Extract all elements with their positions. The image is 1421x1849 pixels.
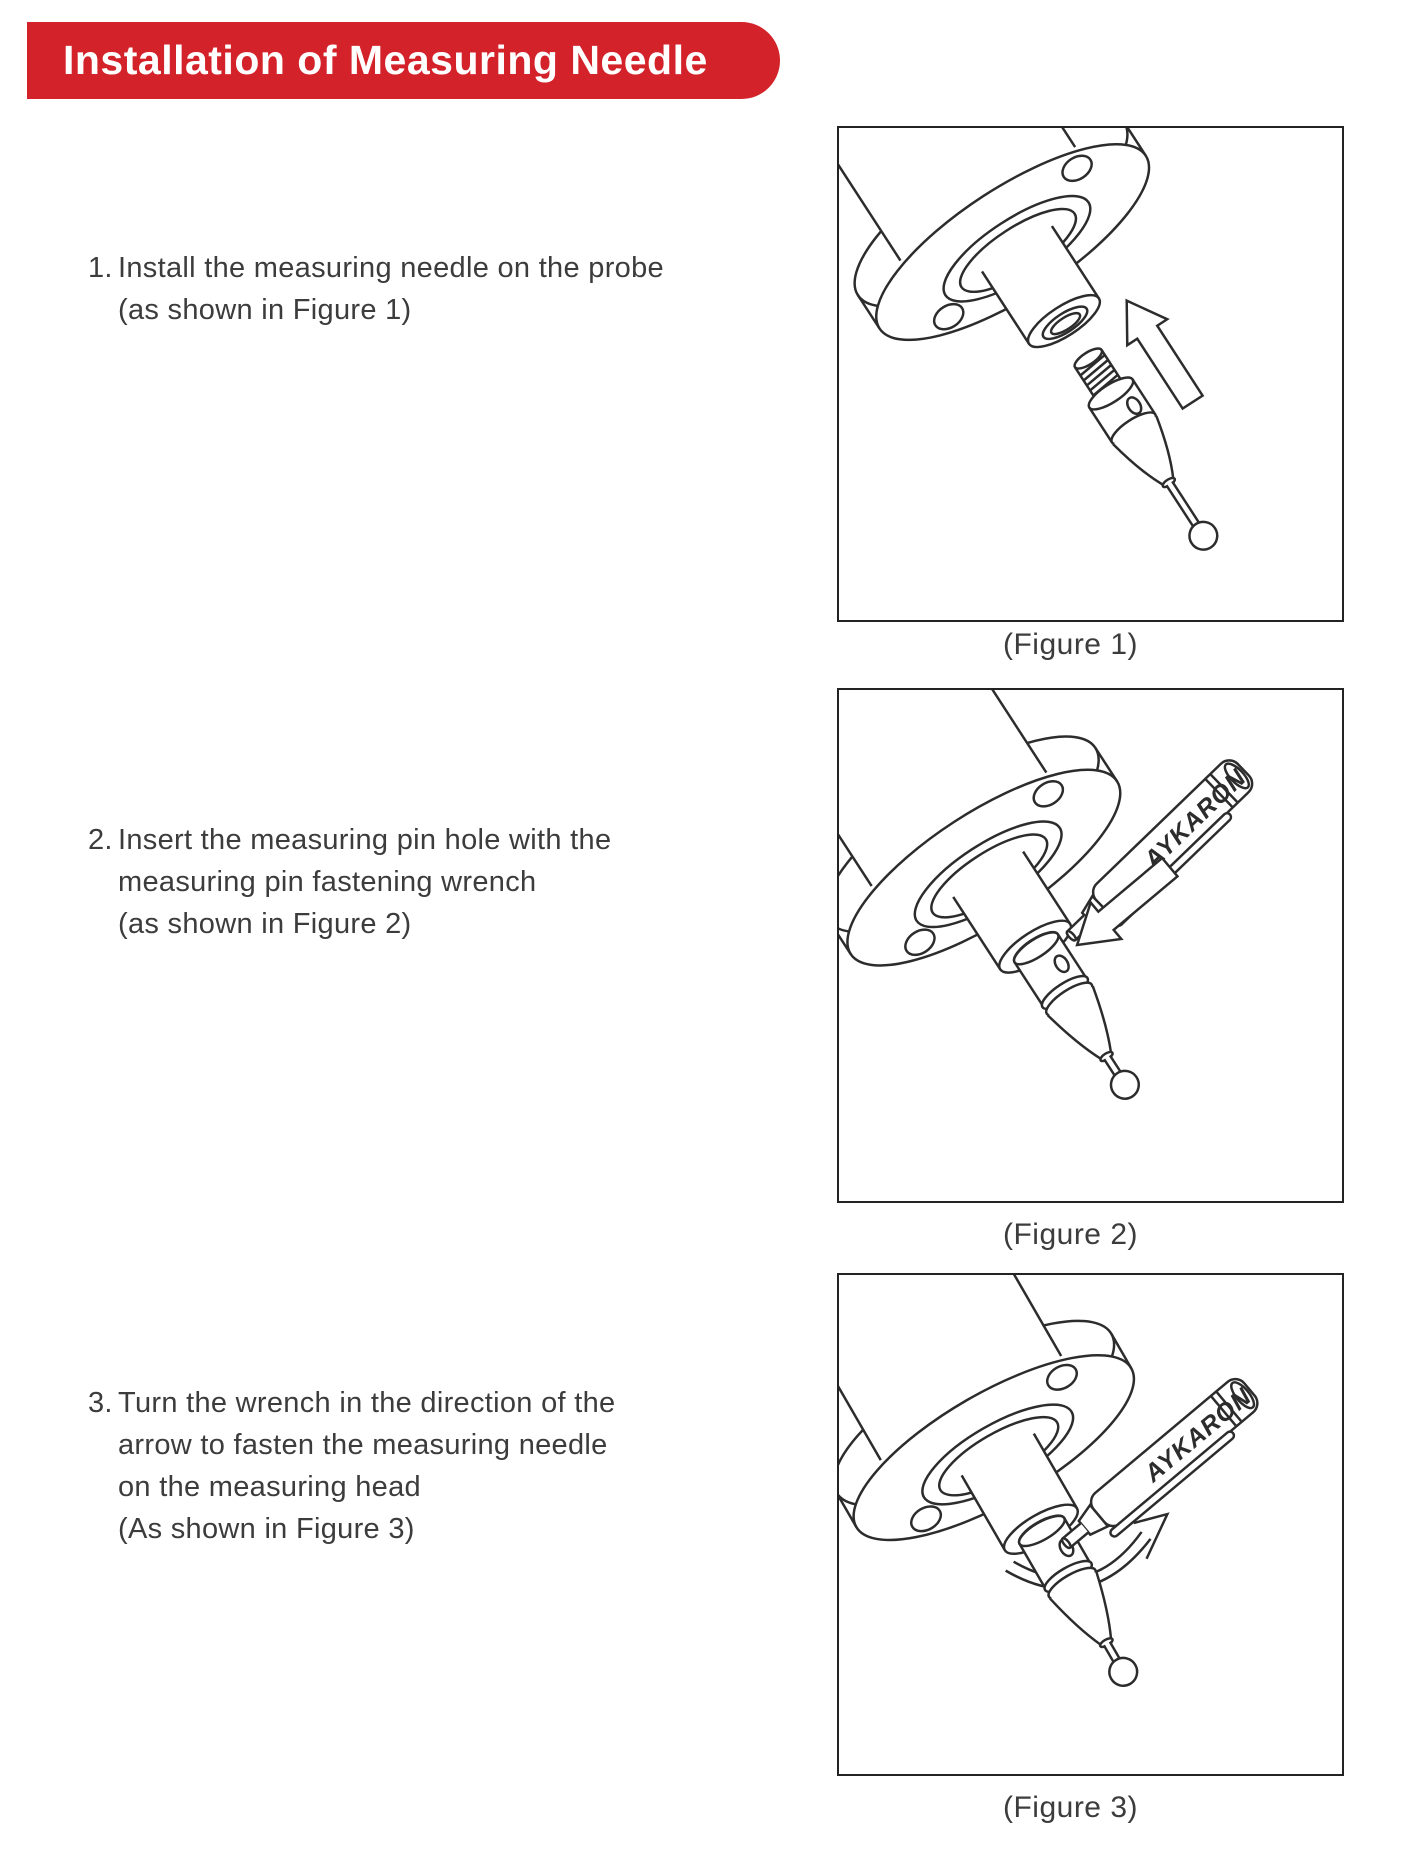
step-item-3 — [88, 1382, 615, 1550]
step-line: (As shown in Figure 3) — [118, 1513, 415, 1545]
page-title: Installation of Measuring Needle — [63, 37, 708, 83]
figure-2-box — [837, 688, 1344, 1203]
step-text — [118, 1382, 615, 1550]
step-text — [118, 247, 664, 331]
header-banner — [27, 22, 780, 99]
step-line: Install the measuring needle on the probe — [118, 252, 664, 284]
figure-1-drawing — [839, 128, 1342, 620]
step-line: measuring pin fastening wrench — [118, 866, 537, 898]
step-item-2 — [88, 819, 611, 945]
figure-3-caption: (Figure 3) — [1002, 1791, 1139, 1824]
probe-head — [839, 1275, 1186, 1621]
figure-2-caption: (Figure 2) — [1002, 1218, 1139, 1251]
step-number: 2. — [88, 824, 113, 856]
figure-3-box — [837, 1273, 1344, 1776]
measuring-needle — [1063, 340, 1232, 562]
step-line: on the measuring head — [118, 1471, 421, 1503]
step-number: 1. — [88, 252, 113, 284]
measuring-needle — [1014, 1510, 1153, 1697]
figure-1-box — [837, 126, 1344, 622]
step-number: 3. — [88, 1387, 113, 1419]
step-line: Turn the wrench in the direction of the — [118, 1387, 616, 1419]
step-line: (as shown in Figure 1) — [118, 294, 412, 326]
step-line: Insert the measuring pin hole with the — [118, 824, 612, 856]
probe-head — [839, 128, 1205, 420]
step-item-1 — [88, 247, 664, 331]
step-line: (as shown in Figure 2) — [118, 908, 412, 940]
step-text — [118, 819, 611, 945]
figure-3-drawing — [839, 1275, 1342, 1774]
figure-2-drawing — [839, 690, 1342, 1201]
figure-1-caption: (Figure 1) — [1002, 628, 1139, 661]
step-line: arrow to fasten the measuring needle — [118, 1429, 608, 1461]
measuring-needle — [1009, 926, 1155, 1111]
